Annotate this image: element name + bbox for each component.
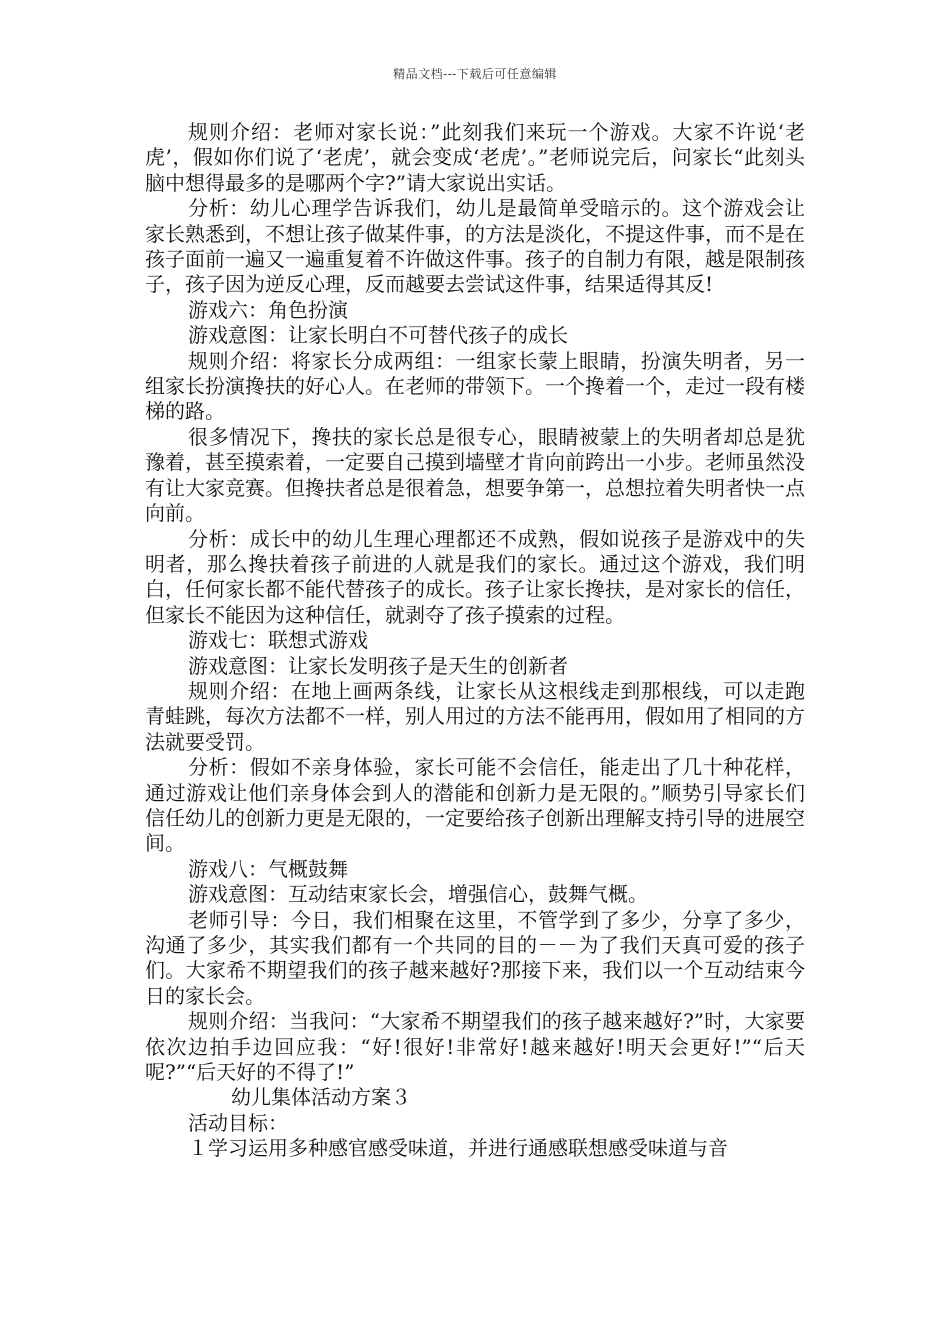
heading-activity-goals: 活动目标：	[188, 1110, 288, 1135]
paragraph-game-seven-analysis: 分析：假如不亲身体验，家长可能不会信任，能走出了几十种花样，通过游戏让他们亲身体会到人的潜能和创新力是无限的。”顺势引导家长们信任幼儿的创新力更是无限的，一定要给孩子创新出理解支持引导的进展空间。	[145, 755, 805, 856]
heading-game-seven: 游戏七：联想式游戏	[188, 628, 368, 653]
paragraph-game-six-intent: 游戏意图：让家长明白不可替代孩子的成长	[188, 323, 568, 348]
paragraph-game-seven-intent: 游戏意图：让家长发明孩子是天生的创新者	[188, 653, 568, 678]
paragraph-game-six-observation: 很多情况下，搀扶的家长总是很专心，眼睛被蒙上的失明者却总是犹豫着，甚至摸索着，一定要自己摸到墙壁才肯向前跨出一小步。老师虽然没有让大家竞赛。但搀扶者总是很着急，想要争第一，总想拉着失明者快一点向前。	[145, 424, 805, 526]
paragraph-game-six-analysis: 分析：成长中的幼儿生理心理都还不成熟，假如说孩子是游戏中的失明者，那么搀扶着孩子前进的人就是我们的家长。通过这个游戏，我们明白，任何家长都不能代替孩子的成长。孩子让家长搀扶，是对家长的信任，但家长不能因为这种信任，就剥夺了孩子摸索的过程。	[145, 526, 805, 627]
paragraph-goal-one: １学习运用多种感官感受味道，并进行通感联想感受味道与音	[188, 1136, 728, 1161]
heading-game-eight: 游戏八：气概鼓舞	[188, 856, 348, 881]
page-header: 精品文档---下载后可任意编辑	[393, 67, 557, 81]
section-title-plan-three: 幼儿集体活动方案３	[231, 1085, 411, 1110]
heading-game-six: 游戏六：角色扮演	[188, 297, 348, 322]
paragraph-game-six-rules: 规则介绍：将家长分成两组：一组家长蒙上眼睛，扮演失明者，另一组家长扮演搀扶的好心人。在老师的带领下。一个搀着一个，走过一段有楼梯的路。	[145, 348, 805, 424]
document-body	[145, 120, 805, 1162]
paragraph-game-seven-rules: 规则介绍：在地上画两条线，让家长从这根线走到那根线，可以走跑青蛙跳，每次方法都不一样，别人用过的方法不能再用，假如用了相同的方法就要受罚。	[145, 678, 805, 754]
paragraph-analysis-suggestion: 分析：幼儿心理学告诉我们，幼儿是最简单受暗示的。这个游戏会让家长熟悉到，不想让孩子做某件事，的方法是淡化，不提这件事，而不是在孩子面前一遍又一遍重复着不许做这件事。孩子的自制力有限，越是限制孩子，孩子因为逆反心理，反而越要去尝试这件事，结果适得其反!	[145, 196, 805, 297]
paragraph-game-eight-guidance: 老师引导：今日，我们相聚在这里，不管学到了多少，分享了多少，沟通了多少，其实我们都有一个共同的目的－－为了我们天真可爱的孩子们。大家希不期望我们的孩子越来越好?那接下来，我们以一个互动结束今日的家长会。	[145, 907, 805, 1008]
paragraph-rule-intro-tiger: 规则介绍：老师对家长说：”此刻我们来玩一个游戏。大家不许说‘老虎’，假如你们说了‘老虎’，就会变成‘老虎’。”老师说完后，问家长“此刻头脑中想得最多的是哪两个字?”请大家说出实话。	[145, 120, 805, 195]
paragraph-game-eight-intent: 游戏意图：互动结束家长会，增强信心，鼓舞气概。	[188, 882, 648, 907]
paragraph-game-eight-rules: 规则介绍：当我问：“大家希不期望我们的孩子越来越好?”时，大家要依次边拍手边回应我：“好!很好!非常好!越来越好!明天会更好!”“后天呢?”“后天好的不得了!”	[145, 1009, 805, 1085]
